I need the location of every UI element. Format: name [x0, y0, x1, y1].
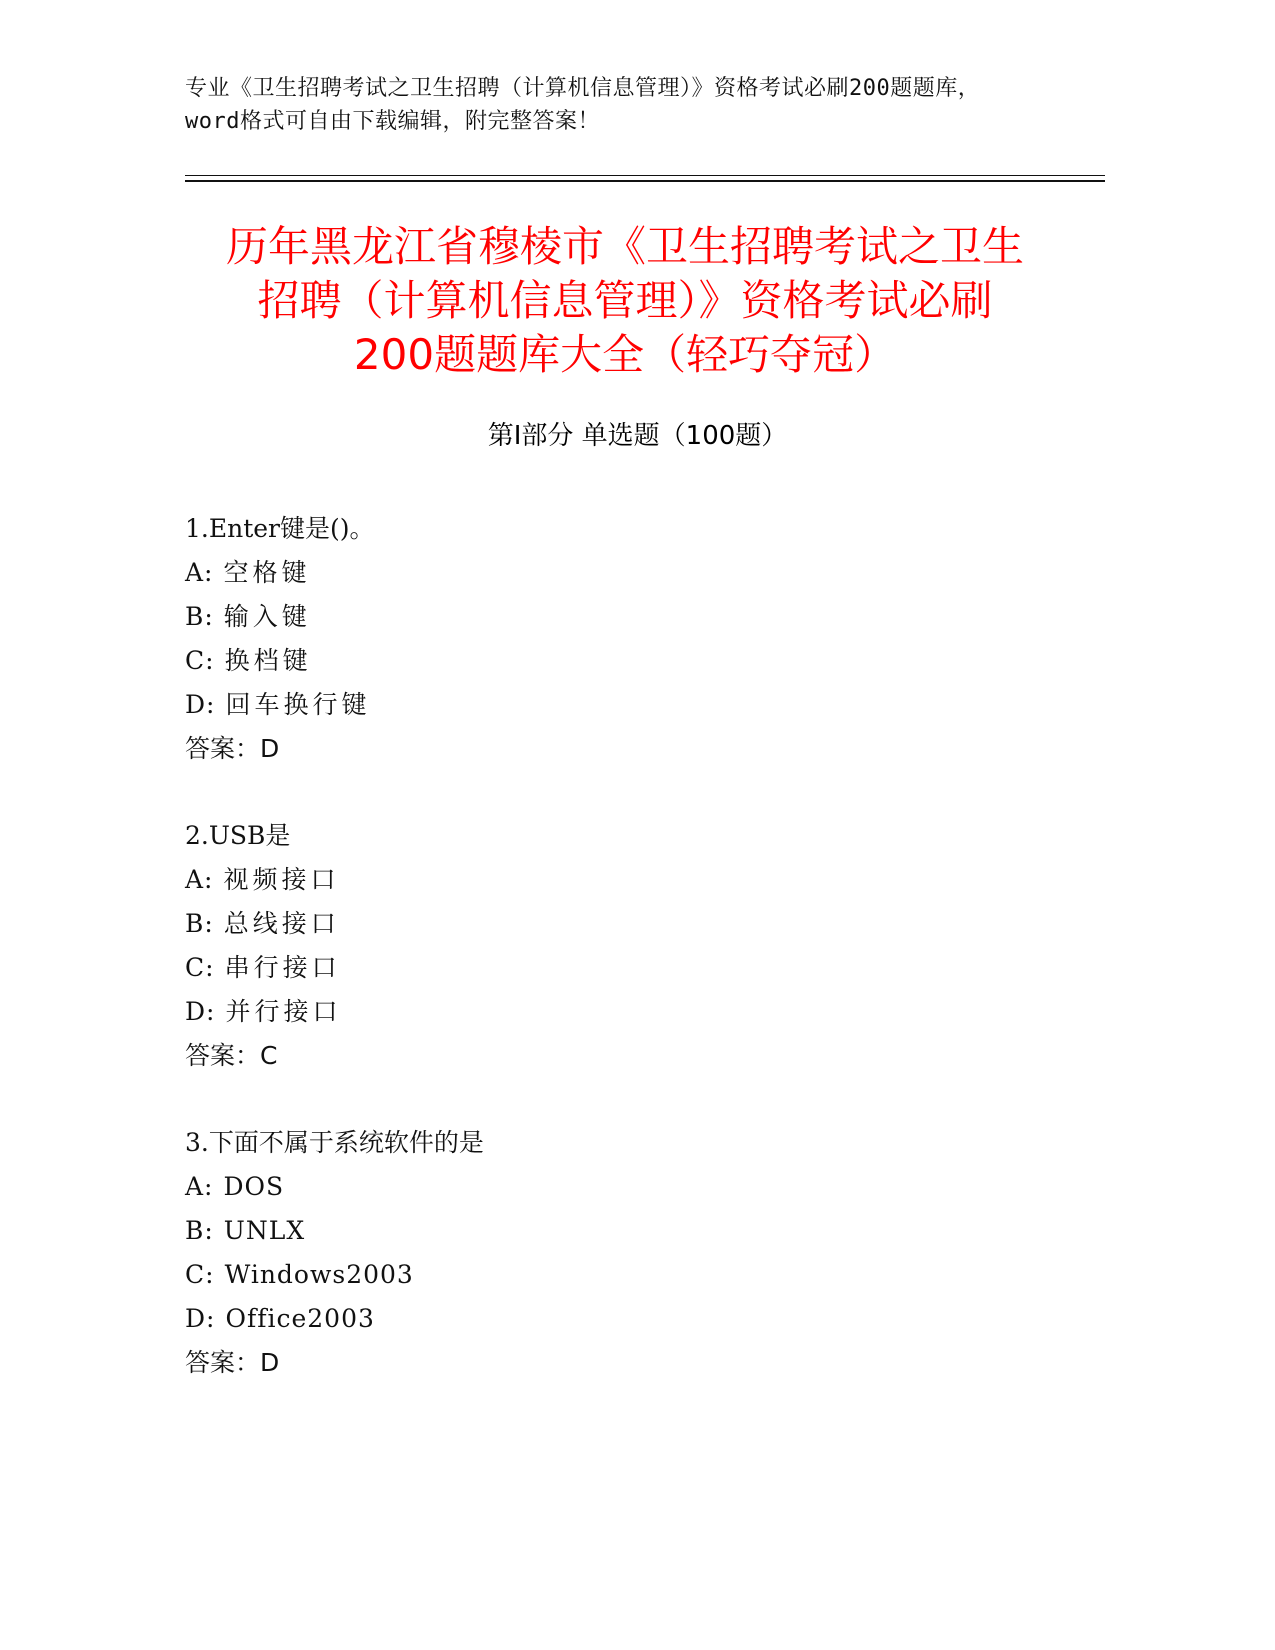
option-label: D: [185, 1304, 216, 1333]
answer-line: 答案：D [185, 734, 280, 763]
option-a [185, 551, 1085, 595]
title-line-3: 200题题库大全（轻巧夺冠） [353, 330, 897, 379]
option-label: B: [185, 602, 214, 631]
option-label: B: [185, 1216, 214, 1245]
header-divider-thin [185, 175, 1105, 176]
header-divider-thick [185, 180, 1105, 182]
question-stem: 3.下面不属于系统软件的是 [185, 1128, 484, 1157]
option-c [185, 1253, 1085, 1297]
option-text: 空格键 [223, 558, 311, 587]
question-stem: 2.USB是 [185, 821, 291, 850]
option-c [185, 946, 1085, 990]
option-d [185, 990, 1085, 1034]
option-text: Windows2003 [224, 1260, 414, 1289]
option-label: C: [185, 646, 215, 675]
option-d [185, 683, 1085, 727]
option-label: B: [185, 909, 214, 938]
option-label: D: [185, 690, 216, 719]
question-item [185, 507, 1085, 771]
option-c [185, 639, 1085, 683]
section-title: 第I部分 单选题（100题） [487, 421, 788, 451]
answer-line: 答案：D [185, 1348, 280, 1377]
option-text: 串行接口 [224, 953, 341, 982]
answer-line: 答案：C [185, 1041, 278, 1070]
header-note [185, 72, 1105, 138]
option-label: A: [185, 865, 214, 894]
option-text: Office2003 [225, 1304, 375, 1333]
option-label: A: [185, 558, 214, 587]
option-text: 换档键 [224, 646, 312, 675]
question-item [185, 1121, 1085, 1385]
option-text: 回车换行键 [225, 690, 371, 719]
option-text: 输入键 [223, 602, 311, 631]
option-text: DOS [223, 1172, 285, 1201]
option-d [185, 1297, 1085, 1341]
option-text: 总线接口 [223, 909, 340, 938]
option-label: C: [185, 1260, 215, 1289]
header-note-line-2: word格式可自由下载编辑，附完整答案！ [185, 109, 600, 134]
option-a [185, 858, 1085, 902]
option-label: D: [185, 997, 216, 1026]
option-b [185, 595, 1085, 639]
option-a [185, 1165, 1085, 1209]
option-b [185, 902, 1085, 946]
title-line-2: 招聘（计算机信息管理）》资格考试必刷 [257, 276, 993, 325]
option-b [185, 1209, 1085, 1253]
option-text: 视频接口 [223, 865, 340, 894]
option-label: A: [185, 1172, 214, 1201]
option-text: UNLX [223, 1216, 306, 1245]
option-label: C: [185, 953, 215, 982]
option-text: 并行接口 [225, 997, 342, 1026]
question-list [185, 507, 1085, 1428]
question-item [185, 814, 1085, 1078]
document-title [175, 220, 1075, 382]
title-line-1: 历年黑龙江省穆棱市《卫生招聘考试之卫生 [225, 222, 1024, 271]
question-stem: 1.Enter键是()。 [185, 514, 375, 543]
header-note-line-1: 专业《卫生招聘考试之卫生招聘（计算机信息管理）》资格考试必刷200题题库， [185, 76, 981, 101]
